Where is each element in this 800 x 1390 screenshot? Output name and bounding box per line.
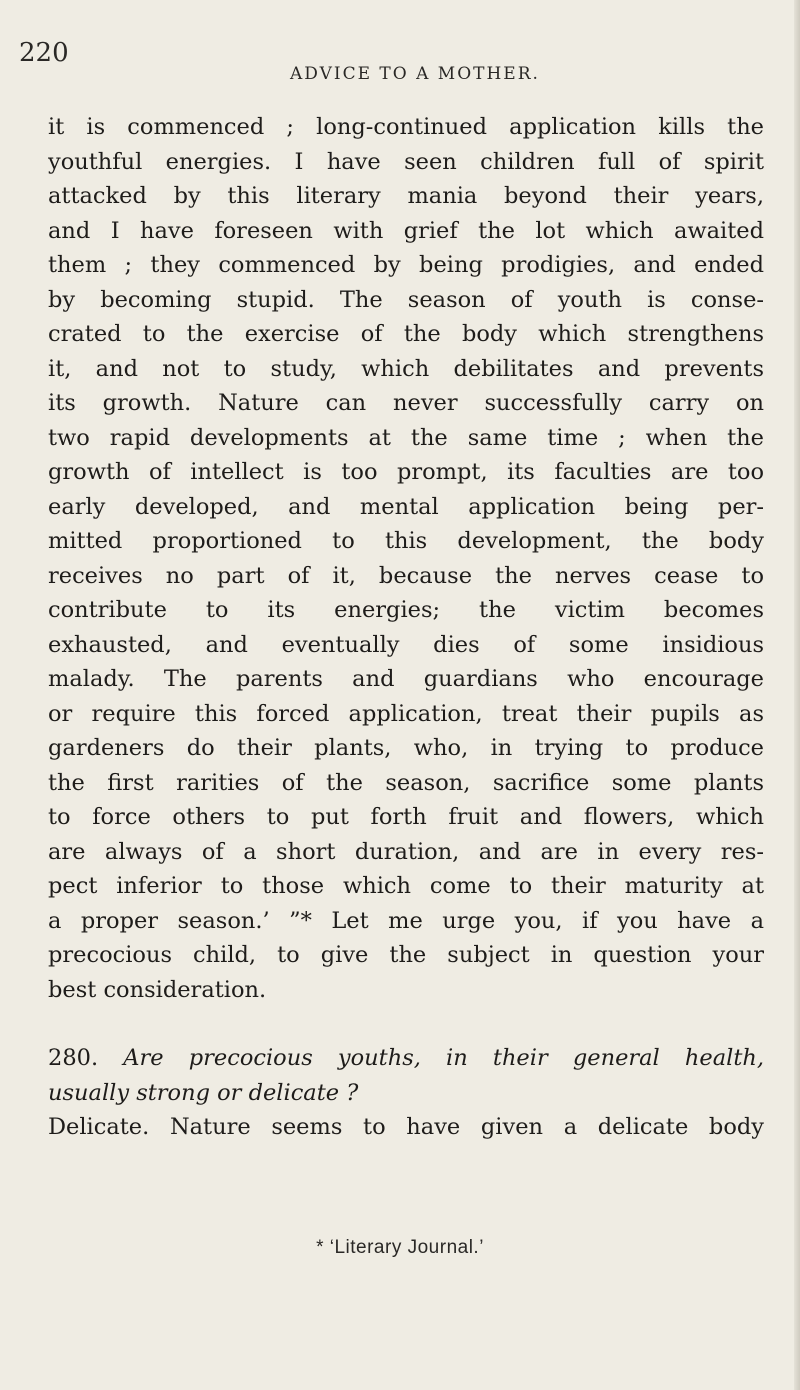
text-line: two rapid developments at the same time ; when the — [48, 424, 764, 451]
text-line: attacked by this literary mania beyond their years, — [48, 183, 764, 209]
paragraph — [48, 110, 764, 1007]
question-line — [48, 1041, 764, 1076]
text-line: exhausted, and eventually dies of some insidious — [48, 631, 764, 658]
text-line: by becoming stupid. The season of youth is conse- — [48, 286, 764, 313]
text-line: crated to the exercise of the body which strengthens — [48, 321, 764, 347]
text-line: are always of a short duration, and are in every res- — [48, 838, 764, 865]
text-line: gardeners do their plants, who, in trying to produce — [48, 735, 764, 761]
text-line: it, and not to study, which debilitates and prevents — [48, 355, 764, 382]
text-line: to force others to put forth fruit and flowers, which — [48, 804, 764, 830]
text-line: early developed, and mental application being per- — [48, 493, 764, 520]
paragraph-gap — [48, 1007, 764, 1041]
question-line: usually strong or delicate ? — [48, 1079, 359, 1106]
answer-line: Delicate. Nature seems to have given a delicate body — [48, 1114, 764, 1140]
text-line: and I have foreseen with grief the lot which awaited — [48, 217, 764, 244]
text-line: growth of intellect is too prompt, its faculties are too — [48, 459, 764, 485]
question-number: 280. — [48, 1045, 99, 1071]
text-line: precocious child, to give the subject in question your — [48, 942, 764, 968]
text-line: or require this forced application, treat their pupils as — [48, 700, 764, 727]
text-line: them ; they commenced by being prodigies, and ended — [48, 252, 764, 278]
text-line: pect inferior to those which come to their maturity at — [48, 873, 764, 899]
text-line: it is commenced ; long-continued application kills the — [48, 114, 764, 140]
question-block — [48, 1041, 764, 1145]
text-line: best consideration. — [48, 976, 267, 1003]
page-edge-shadow — [794, 0, 800, 1390]
body-text — [48, 110, 764, 1145]
text-line: receives no part of it, because the nerves cease to — [48, 562, 764, 589]
question-text: Are precocious youths, in their general health, — [123, 1045, 764, 1071]
text-line: a proper season.’ ”* Let me urge you, if you have a — [48, 907, 764, 934]
page-number: 220 — [19, 38, 69, 68]
footnote: * ‘Literary Journal.’ — [316, 1237, 484, 1258]
text-line: youthful energies. I have seen children full of spirit — [48, 148, 764, 175]
running-head: ADVICE TO A MOTHER. — [290, 64, 540, 84]
text-line: its growth. Nature can never successfully carry on — [48, 390, 764, 416]
text-line: malady. The parents and guardians who encourage — [48, 666, 764, 692]
text-line: the first rarities of the season, sacrifice some plants — [48, 769, 764, 796]
text-line: contribute to its energies; the victim becomes — [48, 597, 764, 623]
text-line: mitted proportioned to this development, the body — [48, 528, 764, 554]
